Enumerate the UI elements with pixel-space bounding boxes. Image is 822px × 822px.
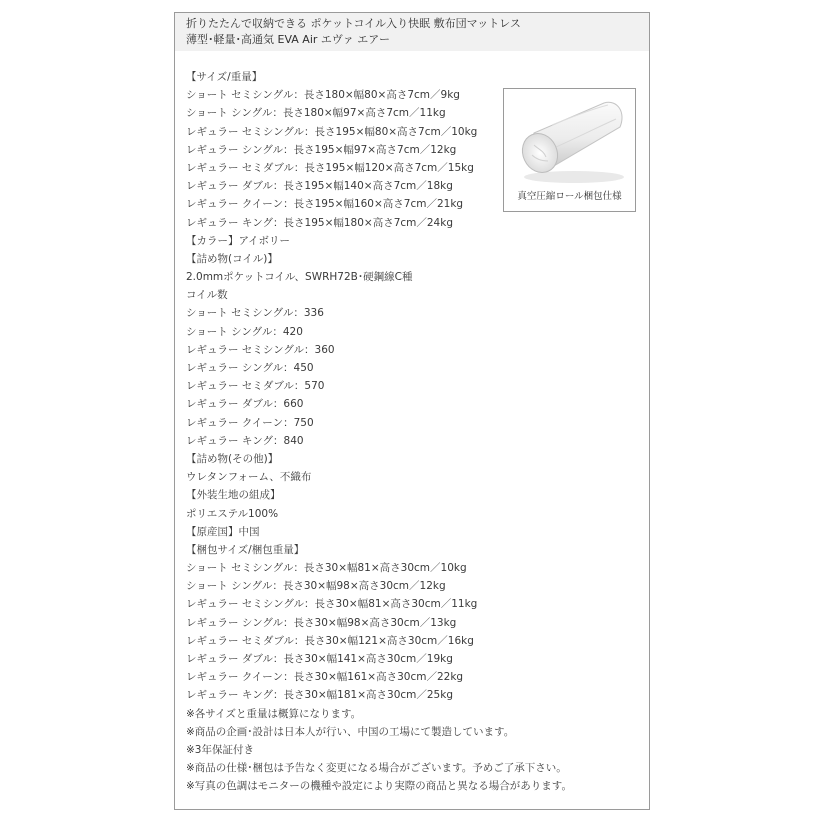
spec-line: レギュラー シングル：450 xyxy=(186,362,314,374)
spec-line: 【サイズ/重量】 xyxy=(186,71,263,83)
product-title-line-2: 薄型･軽量･高通気 EVA Air エヴァ エアー xyxy=(186,32,390,46)
rolled-mattress-icon xyxy=(512,95,627,185)
spec-line: 【原産国】中国 xyxy=(186,525,260,538)
photo-caption: 真空圧縮ロール梱包仕様 xyxy=(517,191,622,202)
spec-line: レギュラー クイーン：長さ195×幅160×高さ7cm／21kg xyxy=(186,198,464,211)
spec-line: レギュラー キング：840 xyxy=(186,434,304,447)
spec-line: ショート シングル：長さ30×幅98×高さ30cm／12kg xyxy=(186,580,446,593)
spec-line: ※商品の企画･設計は日本人が行い、中国の工場にて製造しています。 xyxy=(186,725,515,738)
spec-line: レギュラー クイーン：長さ30×幅161×高さ30cm／22kg xyxy=(186,671,464,684)
product-photo-box xyxy=(503,88,636,212)
spec-line: レギュラー ダブル：660 xyxy=(186,398,304,411)
spec-line: コイル数 xyxy=(186,289,228,302)
spec-line: 【詰め物(その他)】 xyxy=(186,452,279,465)
spec-line: ※商品の仕様･梱包は予告なく変更になる場合がございます。予めご了承下さい。 xyxy=(186,762,567,775)
spec-line: ショート セミシングル：336 xyxy=(186,307,324,320)
spec-line: レギュラー セミシングル：長さ195×幅80×高さ7cm／10kg xyxy=(186,125,478,138)
spec-line: レギュラー セミダブル：570 xyxy=(186,380,325,393)
product-title-line-1: 折りたたんで収納できる ポケットコイル入り快眠 敷布団マットレス xyxy=(186,17,521,30)
spec-line: ※3年保証付き xyxy=(186,743,254,756)
spec-line: レギュラー セミダブル：長さ195×幅120×高さ7cm／15kg xyxy=(186,161,474,174)
spec-line: 【詰め物(コイル)】 xyxy=(186,252,278,265)
spec-line: レギュラー ダブル：長さ195×幅140×高さ7cm／18kg xyxy=(186,180,453,193)
spec-line: レギュラー クイーン：750 xyxy=(186,416,314,429)
spec-line: ポリエステル100% xyxy=(186,507,279,520)
spec-line: レギュラー シングル：長さ195×幅97×高さ7cm／12kg xyxy=(186,143,457,156)
spec-line: レギュラー ダブル：長さ30×幅141×高さ30cm／19kg xyxy=(186,653,453,665)
spec-line: ウレタンフォーム、不織布 xyxy=(186,471,312,484)
spec-line: レギュラー シングル：長さ30×幅98×高さ30cm／13kg xyxy=(186,616,457,629)
spec-line: 【梱包サイズ/梱包重量】 xyxy=(186,543,305,556)
spec-line: ショート シングル：長さ180×幅97×高さ7cm／11kg xyxy=(186,107,446,120)
spec-line: レギュラー セミダブル：長さ30×幅121×高さ30cm／16kg xyxy=(186,634,474,647)
spec-line: レギュラー キング：長さ195×幅180×高さ7cm／24kg xyxy=(186,216,453,229)
product-spec-panel xyxy=(174,12,650,810)
spec-line: ※写真の色調はモニターの機種や設定により実際の商品と異なる場合があります。 xyxy=(186,780,572,793)
spec-line: ※各サイズと重量は概算になります。 xyxy=(186,707,362,720)
spec-line: レギュラー セミシングル：360 xyxy=(186,343,335,356)
spec-line: 【カラー】アイボリー xyxy=(186,234,291,247)
spec-line: レギュラー セミシングル：長さ30×幅81×高さ30cm／11kg xyxy=(186,598,478,611)
spec-line: レギュラー キング：長さ30×幅181×高さ30cm／25kg xyxy=(186,689,453,702)
spec-line: 2.0mmポケットコイル、SWRH72B･硬鋼線C種 xyxy=(186,271,413,284)
spec-line: 【外装生地の組成】 xyxy=(186,489,281,502)
product-title-header xyxy=(175,13,649,51)
spec-line: ショート セミシングル：長さ180×幅80×高さ7cm／9kg xyxy=(186,89,460,102)
spec-line: ショート シングル：420 xyxy=(186,325,303,338)
spec-line: ショート セミシングル：長さ30×幅81×高さ30cm／10kg xyxy=(186,562,467,575)
